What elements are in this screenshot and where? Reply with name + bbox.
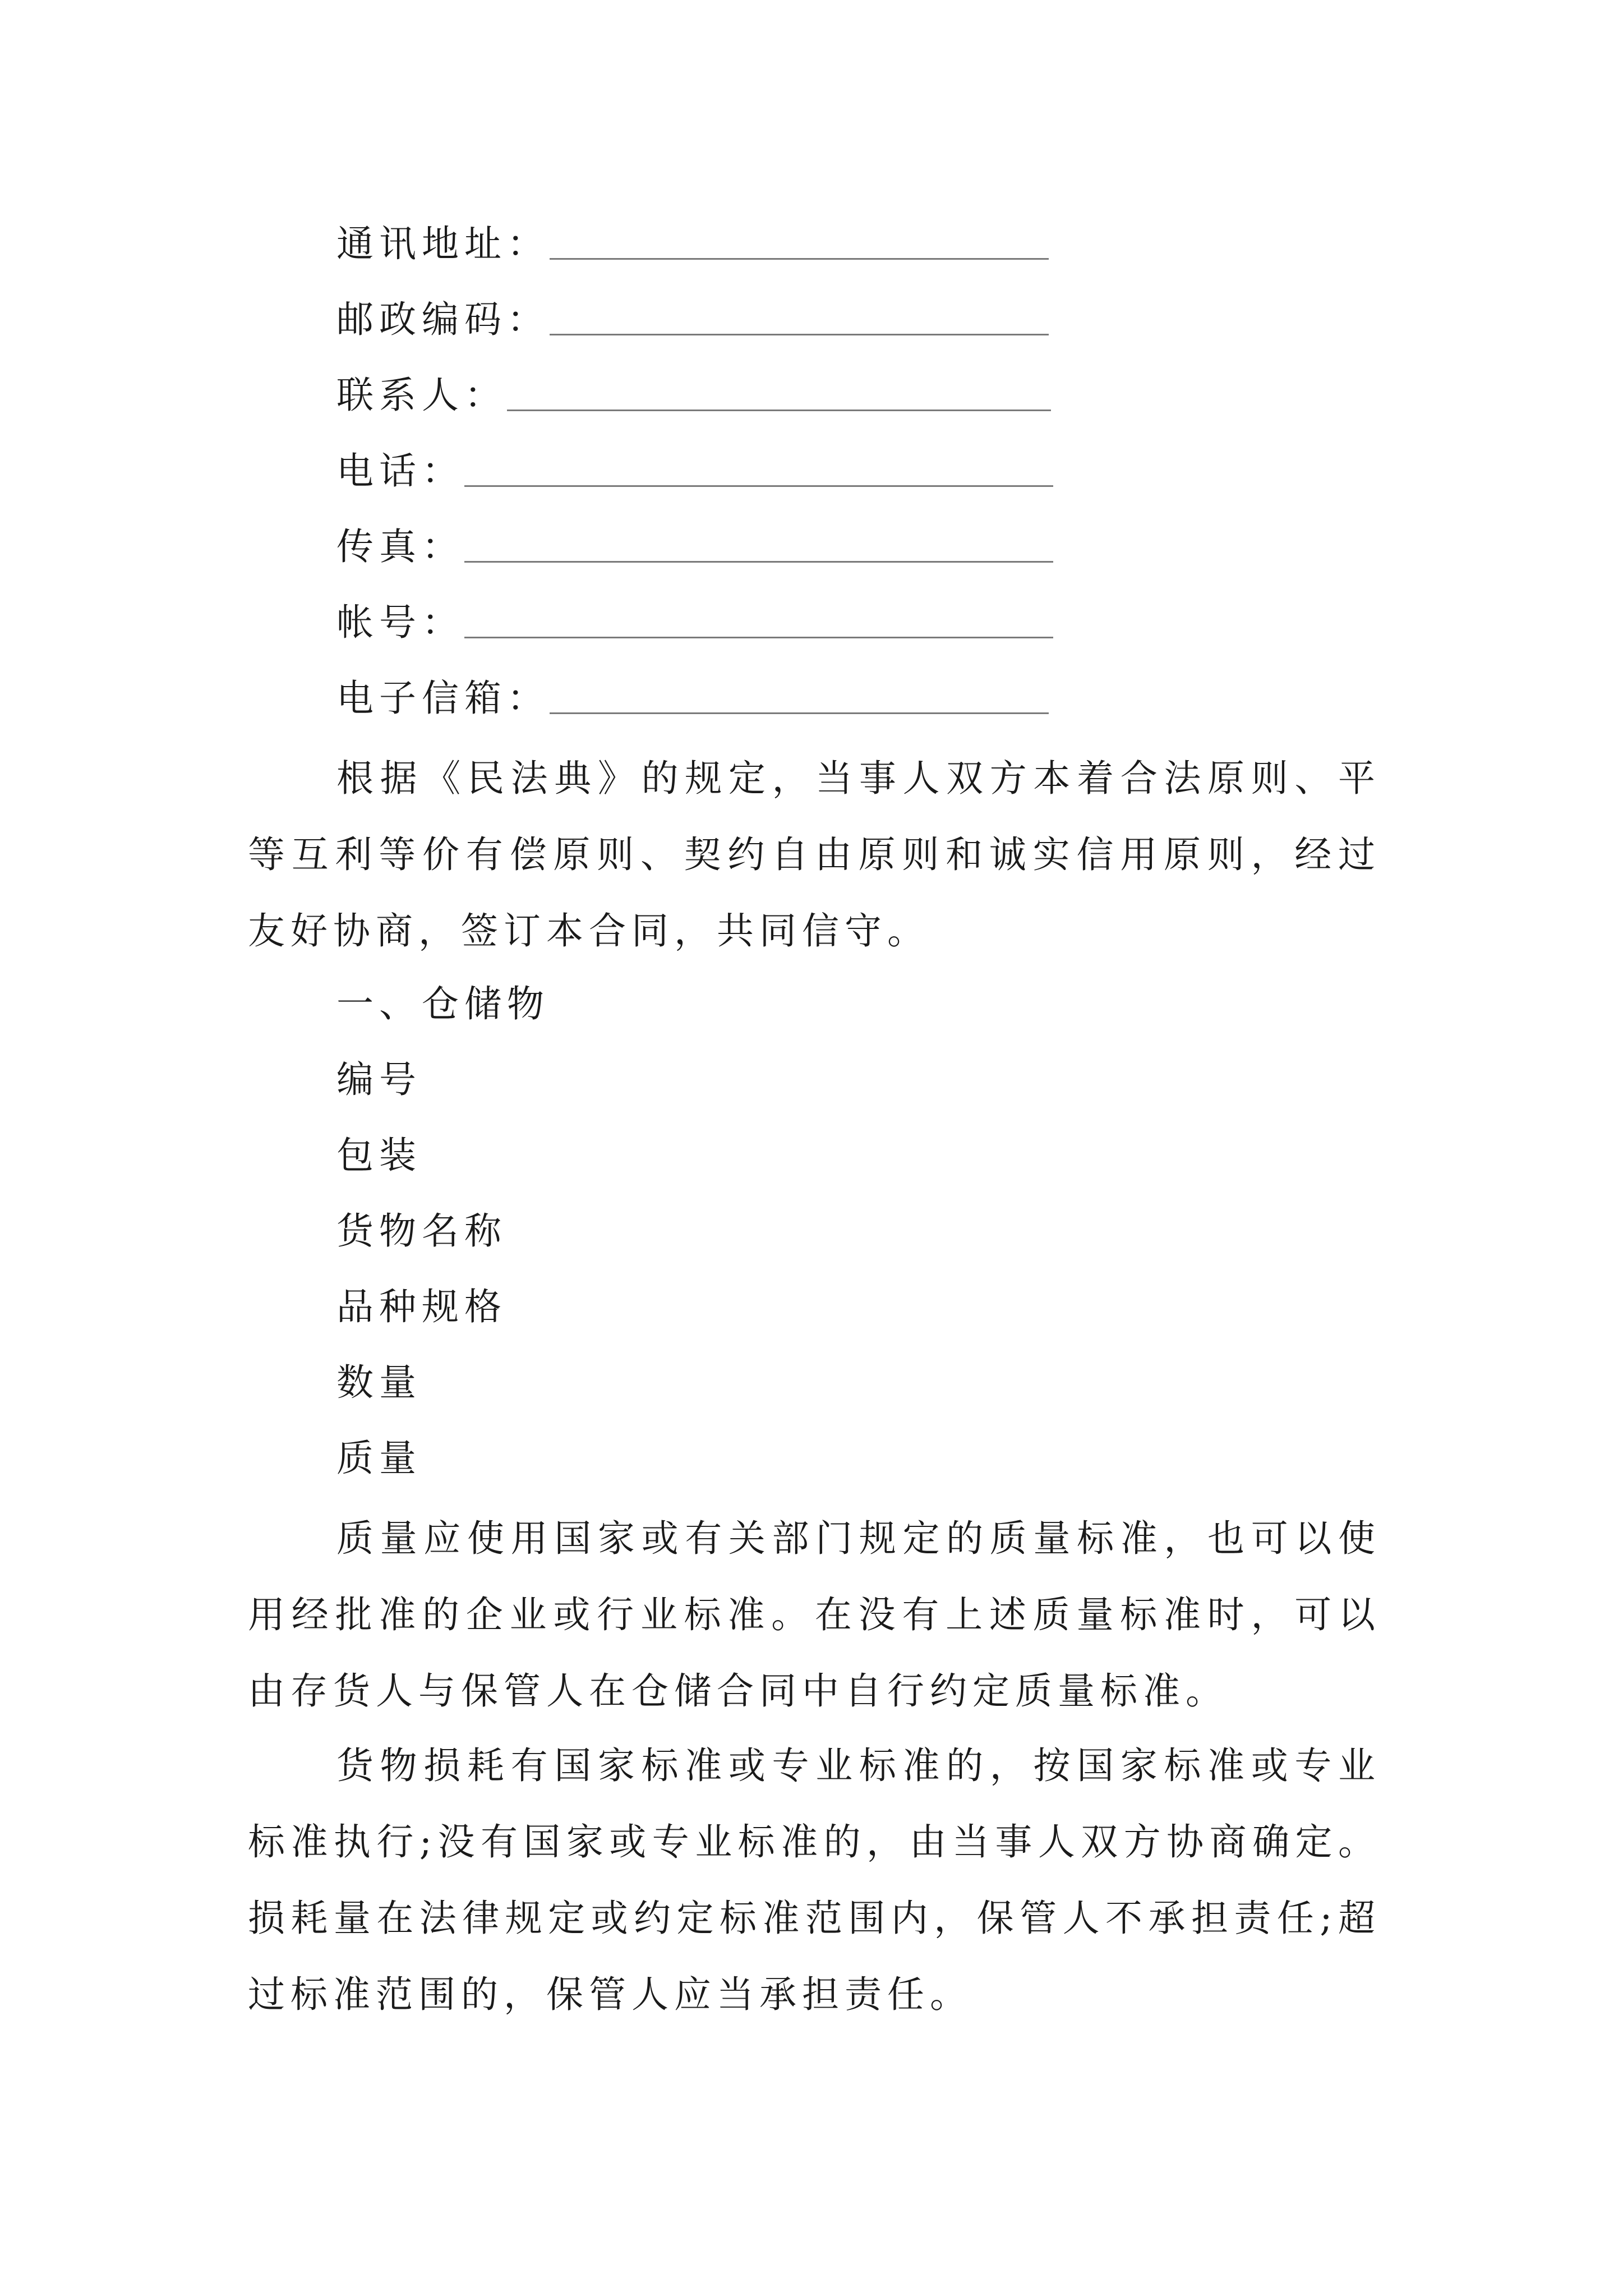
- field-account-label: 帐号：: [336, 601, 464, 644]
- field-phone-label: 电话：: [336, 449, 464, 493]
- quality-paragraph: 质量应使用国家或有关部门规定的质量标准，也可以使用经批准的企业或行业标准。在没有上述质量标准时，可以由存货人与保管人在仓储合同中自行约定质量标准。: [248, 1517, 1381, 1713]
- section-title: 一、仓储物: [336, 982, 550, 1025]
- field-fax-label: 传真：: [336, 525, 464, 568]
- field-postcode: [336, 297, 1049, 342]
- field-phone: [336, 449, 1053, 494]
- field-fax: [336, 524, 1053, 569]
- field-phone-blank[interactable]: [464, 485, 1053, 487]
- loss-paragraph: 货物损耗有国家标准或专业标准的，按国家标准或专业标准执行;没有国家或专业标准的，由当事人双方协商确定。损耗量在法律规定或约定标准范围内，保管人不承担责任;超过标准范围的，保管人应当承担责任。: [248, 1744, 1381, 2016]
- field-email-label: 电子信箱：: [336, 677, 550, 720]
- item-number: 编号: [336, 1058, 422, 1101]
- intro-paragraph: 根据《民法典》的规定，当事人双方本着合法原则、平等互利等价有偿原则、契约自由原则和诚实信用原则，经过友好协商，签订本合同，共同信守。: [248, 757, 1381, 953]
- field-contact-label: 联系人：: [336, 374, 507, 417]
- field-postcode-label: 邮政编码：: [336, 298, 550, 341]
- field-contact: [336, 373, 1051, 418]
- item-quality: 质量: [336, 1437, 422, 1480]
- item-goods-name: 货物名称: [336, 1209, 507, 1253]
- item-packaging: 包装: [336, 1134, 422, 1177]
- field-address-blank[interactable]: [550, 258, 1049, 260]
- field-address-label: 通讯地址：: [336, 222, 550, 265]
- field-account-blank[interactable]: [464, 637, 1053, 638]
- field-address: [336, 222, 1049, 266]
- field-postcode-blank[interactable]: [550, 334, 1049, 335]
- item-quantity: 数量: [336, 1361, 422, 1404]
- item-spec: 品种规格: [336, 1285, 507, 1328]
- field-fax-blank[interactable]: [464, 561, 1053, 563]
- field-contact-blank[interactable]: [507, 409, 1051, 411]
- field-account: [336, 600, 1053, 645]
- field-email: [336, 676, 1049, 721]
- field-email-blank[interactable]: [550, 712, 1049, 714]
